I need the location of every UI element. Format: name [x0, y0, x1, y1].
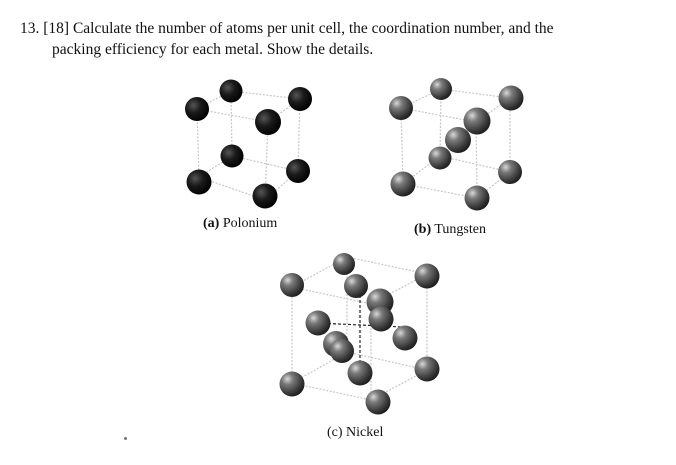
nickel-atom [415, 264, 440, 289]
question-line-2: packing efficiency for each metal. Show the details. [52, 41, 374, 58]
polonium-unit-cell [170, 70, 320, 220]
question-text [20, 18, 660, 60]
nickel-atom [366, 390, 391, 415]
tungsten-atom [389, 96, 413, 120]
caption-polonium-letter: (a) [203, 216, 220, 231]
stray-mark [124, 437, 127, 440]
polonium-atom [187, 170, 212, 195]
polonium-atom [288, 87, 312, 111]
caption-polonium [203, 216, 277, 232]
caption-nickel [327, 425, 383, 441]
caption-nickel-letter: (c) [327, 425, 343, 440]
tungsten-unit-cell [380, 70, 540, 220]
question-line-1 [20, 18, 660, 39]
nickel-atom [280, 372, 305, 397]
question-line1-text: Calculate the number of atoms per unit cell, the coordination number, and the [72, 20, 554, 37]
caption-tungsten-letter: (b) [414, 222, 432, 237]
tungsten-atom [498, 160, 522, 184]
nickel-atom [393, 326, 418, 351]
polonium-atom [253, 184, 278, 209]
question-number: 13. [20, 20, 40, 37]
nickel-atom [348, 361, 373, 386]
polonium-cell-edges [197, 91, 300, 200]
nickel-atom [306, 311, 331, 336]
polonium-atom [286, 159, 310, 183]
polonium-atom [220, 80, 243, 103]
polonium-atom [185, 97, 209, 121]
nickel-atom [330, 339, 354, 363]
caption-tungsten-name: Tungsten [434, 222, 486, 237]
nickel-atom [344, 274, 368, 298]
tungsten-atom-center [445, 127, 471, 153]
nickel-atom [369, 307, 394, 332]
tungsten-atom [430, 78, 452, 100]
nickel-atom [415, 357, 440, 382]
caption-nickel-name: Nickel [346, 425, 384, 440]
question-points: [18] [43, 20, 70, 37]
tungsten-atom [464, 108, 491, 135]
tungsten-atom [429, 147, 452, 170]
caption-tungsten [414, 222, 486, 238]
polonium-atom [255, 109, 281, 135]
polonium-atom [221, 145, 244, 168]
nickel-atom [333, 253, 355, 275]
tungsten-atom [499, 86, 524, 111]
tungsten-atom [391, 172, 416, 197]
caption-polonium-name: Polonium [222, 216, 278, 231]
nickel-unit-cell [270, 245, 450, 420]
nickel-atom [280, 273, 304, 297]
tungsten-atom [465, 186, 490, 211]
